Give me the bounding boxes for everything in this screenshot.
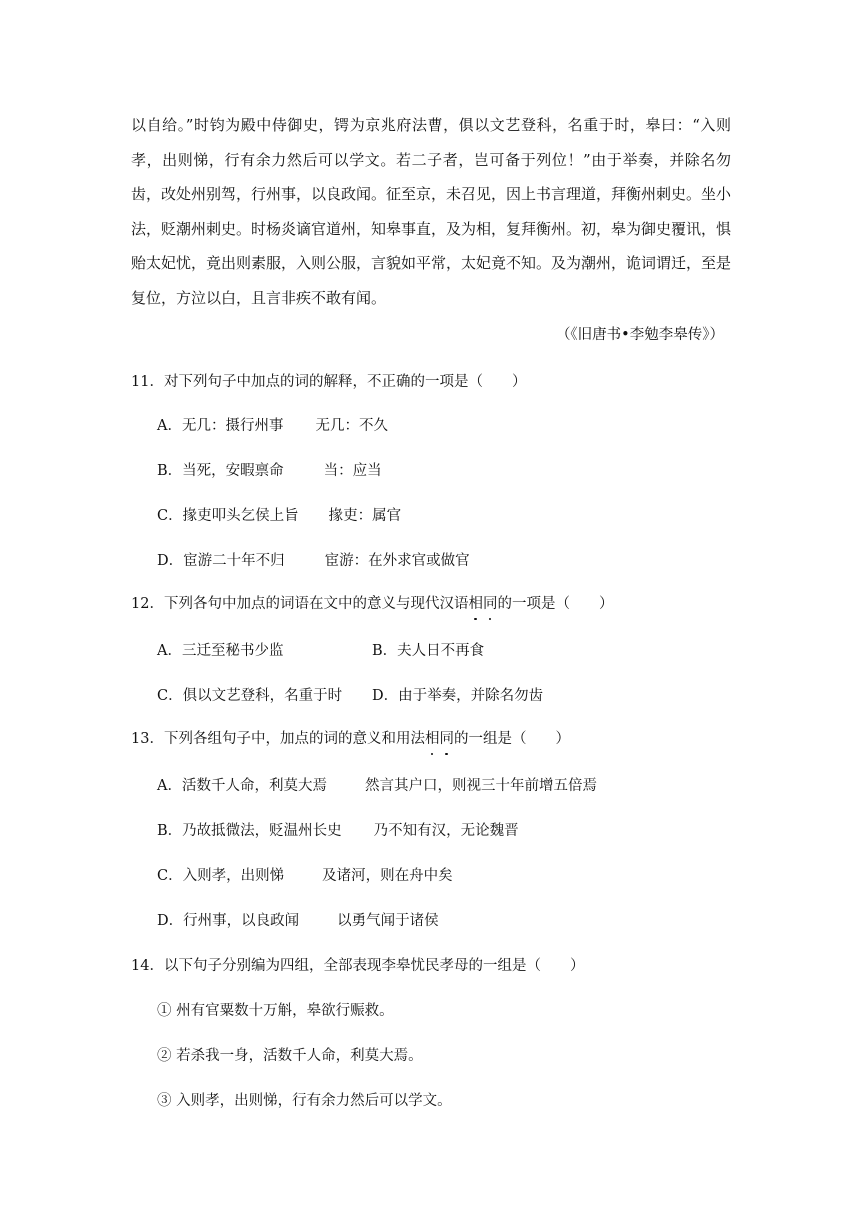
option-gloss: 无几：不久	[315, 418, 388, 434]
question-13-option-a	[157, 774, 597, 798]
question-11-option-c	[157, 504, 401, 528]
option-sentence: A．无几：摄行州事	[157, 418, 284, 434]
question-13-option-c	[157, 864, 453, 888]
stem-text: 的一项是（ ）	[497, 596, 614, 612]
option-sentence: 然言其户口，则视三十年前增五倍焉	[364, 778, 597, 794]
question-11-stem: 11．对下列句子中加点的词的解释，不正确的一项是（ ）	[131, 374, 527, 390]
option-sentence: B．当死，安暇禀命	[157, 463, 284, 479]
question-12-option-d: D．由于举奏，并除名勿齿	[372, 688, 544, 704]
question-12-option-c: C．俱以文艺登科，名重于时	[157, 688, 343, 704]
stem-text: 13．下列各组句子中，加点的词的意义和用法	[131, 731, 425, 747]
dotted-character: 同	[439, 727, 454, 751]
question-11-option-b	[157, 459, 382, 483]
option-sentence: 及诸河，则在舟中矣	[322, 868, 453, 884]
option-gloss: 宦游：在外求官或做官	[324, 553, 470, 569]
option-gloss: 掾吏：属官	[328, 508, 402, 524]
question-11-option-d	[157, 549, 470, 573]
option-sentence: A．活数千人命，利莫大焉	[157, 778, 327, 794]
option-sentence: C．入则孝，出则悌	[157, 868, 285, 884]
dotted-character: 同	[483, 592, 498, 616]
classical-passage	[131, 108, 731, 315]
passage-source: （《旧唐书•李勉李皋传》）	[555, 327, 724, 343]
question-14-stem: 14．以下句子分别编为四组，全部表现李皋忧民孝母的一组是（ ）	[131, 958, 585, 974]
question-14-item-3: ③ 入则孝，出则悌，行有余力然后可以学文。	[157, 1093, 452, 1109]
option-sentence: 以勇气闻于诸侯	[337, 913, 439, 929]
question-13-option-d	[157, 909, 439, 933]
dotted-character: 相	[468, 592, 483, 616]
question-13-option-b	[157, 819, 519, 843]
question-11-option-a	[157, 414, 388, 438]
stem-text: 12．下列各句中加点的词语在文中的意义与现代汉语	[131, 596, 469, 612]
option-sentence: B．乃故抵微法，贬温州长史	[157, 823, 342, 839]
passage-text: 以自给。”时钧为殿中侍御史，锷为京兆府法曹，俱以文艺登科，名重于时，皋曰：“入则孝，出则悌，行有余力然后可以学文。若二子者，岂可备于列位！”由于举奏，并除名勿齿，改处州别驾，行州事，以良政闻。征至京，未召见，因上书言理道，拜衡州刺史。坐小法，贬潮州刺史。时杨炎谪官道州，知皋事直，及为相，复拜衡州。初，皋为御史覆讯，惧贻太妃忧，竟出则素服，入则公服，言貌如平常，太妃竟不知。及为潮州，诡词谓迁，至是复位，方泣以白，且言非疾不敢有闻。	[131, 116, 732, 307]
question-12-option-a: A．三迁至秘书少监	[157, 643, 284, 659]
dotted-character: 相	[425, 727, 440, 751]
option-sentence: 乃不知有汉，无论魏晋	[373, 823, 519, 839]
question-13-stem	[131, 727, 570, 751]
stem-text: 的一组是（ ）	[453, 731, 570, 747]
option-sentence: D．行州事，以良政闻	[157, 913, 300, 929]
question-12-option-b: B．夫人日不再食	[372, 643, 485, 659]
option-gloss: 当：应当	[323, 463, 382, 479]
question-14-item-2: ② 若杀我一身，活数千人命，利莫大焉。	[157, 1048, 423, 1064]
question-14-item-1: ① 州有官粟数十万斛，皋欲行赈救。	[157, 1003, 394, 1019]
question-12-stem	[131, 592, 613, 616]
option-sentence: C．掾吏叩头乞侯上旨	[157, 508, 299, 524]
option-sentence: D．宦游二十年不归	[157, 553, 285, 569]
